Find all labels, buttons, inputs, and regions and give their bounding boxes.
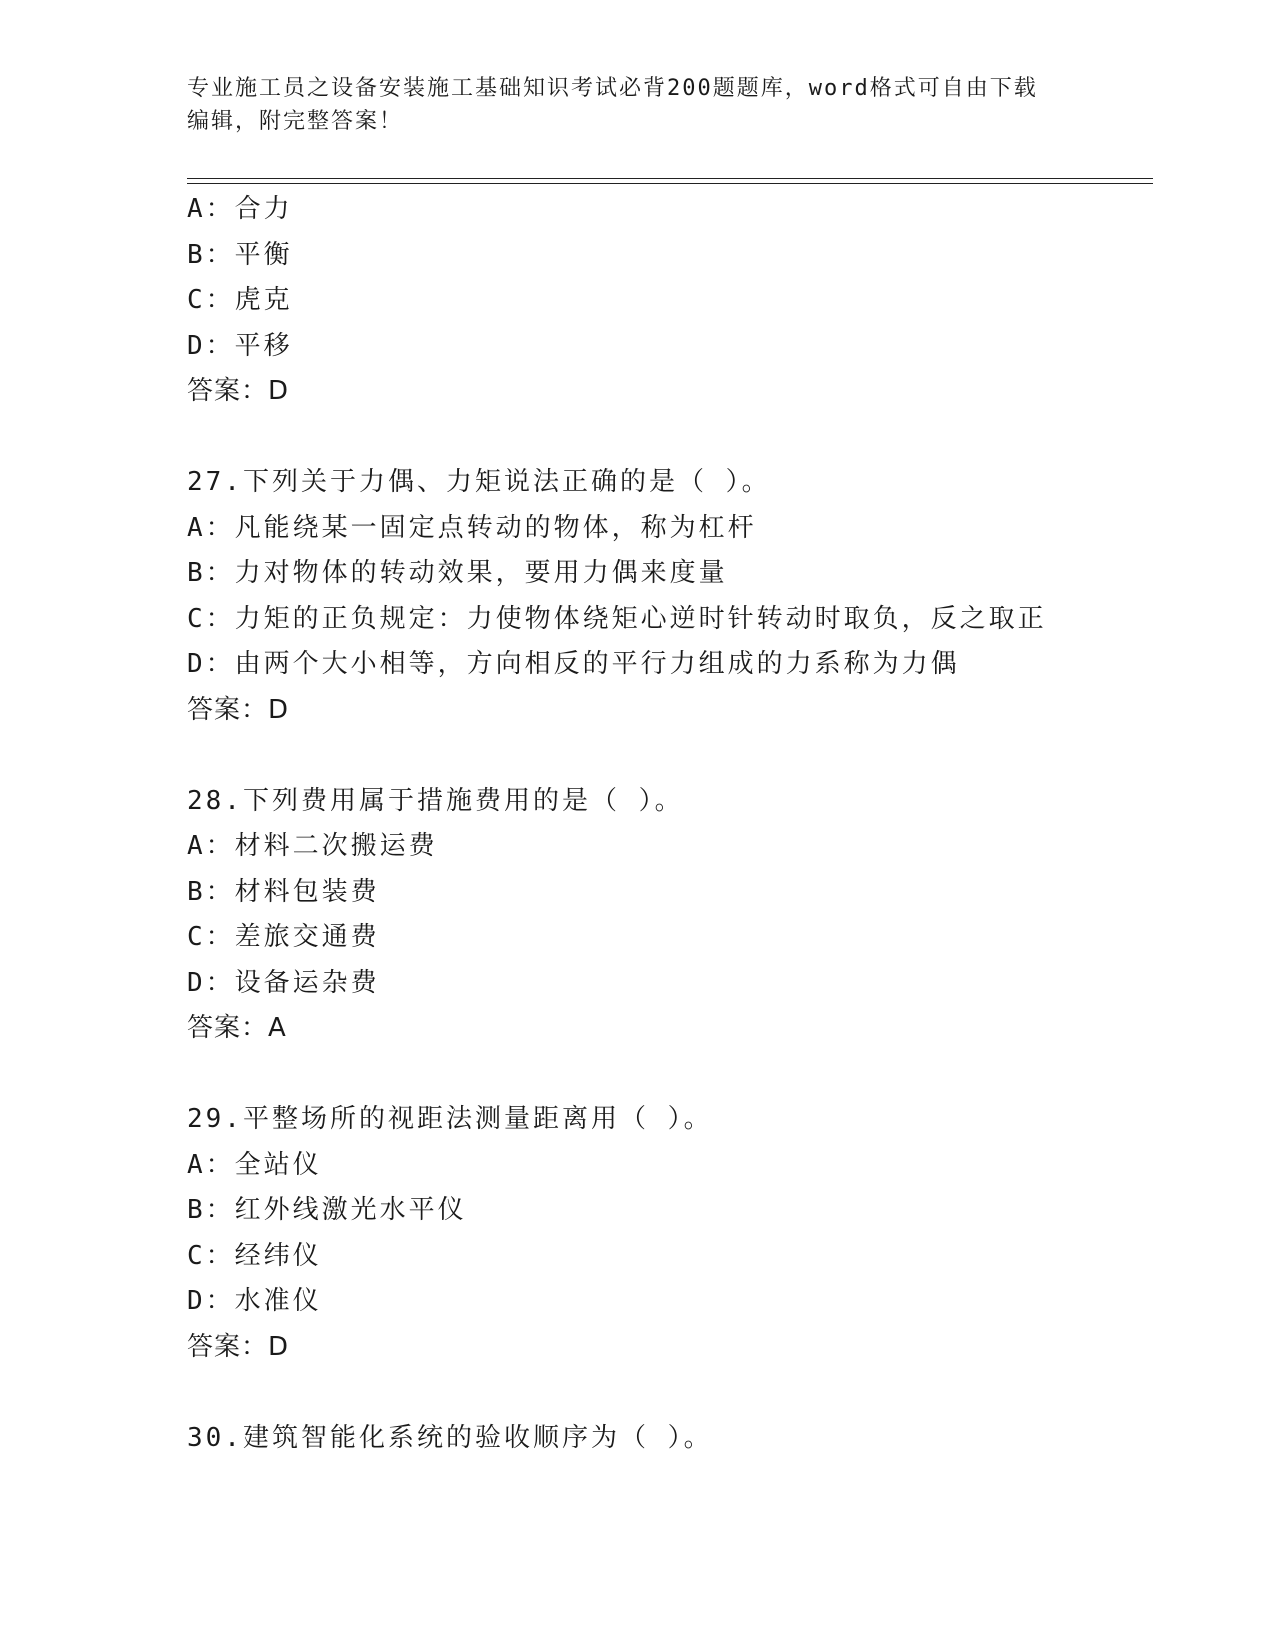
answer-line: 答案：A	[187, 1013, 287, 1043]
question-29	[187, 1097, 1153, 1370]
option-d: D：设备运杂费	[187, 967, 380, 998]
option-d: D：由两个大小相等，方向相反的平行力组成的力系称为力偶	[187, 649, 960, 679]
option-a: A：材料二次搬运费	[187, 831, 438, 861]
question-27	[187, 460, 1153, 733]
header-title-line-1: 专业施工员之设备安装施工基础知识考试必背200题题库，word格式可自由下载	[187, 76, 1038, 101]
question-stem: 30.建筑智能化系统的验收顺序为（ ）。	[187, 1422, 713, 1453]
question-stem: 27.下列关于力偶、力矩说法正确的是（ ）。	[187, 467, 771, 497]
answer-line: 答案：D	[187, 1331, 290, 1362]
option-b: B：力对物体的转动效果，要用力偶来度量	[187, 558, 728, 588]
option-c: C：虎克	[187, 285, 293, 315]
question-list	[187, 187, 1153, 1461]
option-a: A：凡能绕某一固定点转动的物体，称为杠杆	[187, 512, 757, 543]
option-d: D：平移	[187, 330, 293, 361]
header-divider-bottom	[187, 183, 1153, 184]
option-c: C：经纬仪	[187, 1240, 322, 1271]
option-a: A：合力	[187, 194, 293, 224]
header-divider-top	[187, 178, 1153, 179]
option-b: B：材料包装费	[187, 876, 380, 907]
question-30	[187, 1416, 1153, 1462]
answer-line: 答案：D	[187, 376, 290, 406]
option-a: A：全站仪	[187, 1149, 322, 1180]
option-b: B：红外线激光水平仪	[187, 1195, 467, 1225]
option-c: C：差旅交通费	[187, 922, 380, 952]
question-28	[187, 779, 1153, 1052]
option-c: C：力矩的正负规定：力使物体绕矩心逆时针转动时取负，反之取正	[187, 603, 1047, 634]
answer-line: 答案：D	[187, 694, 290, 725]
spacer	[187, 1052, 1153, 1098]
spacer	[187, 415, 1153, 461]
spacer	[187, 1370, 1153, 1416]
question-stem: 29.平整场所的视距法测量距离用（ ）。	[187, 1104, 713, 1134]
document-header	[187, 72, 1087, 138]
question-stem: 28.下列费用属于措施费用的是（ ）。	[187, 785, 684, 816]
header-title-line-2: 编辑，附完整答案！	[187, 109, 404, 134]
spacer	[187, 733, 1153, 779]
option-d: D：水准仪	[187, 1286, 322, 1316]
question-26-continued	[187, 187, 1153, 415]
option-b: B：平衡	[187, 239, 293, 270]
